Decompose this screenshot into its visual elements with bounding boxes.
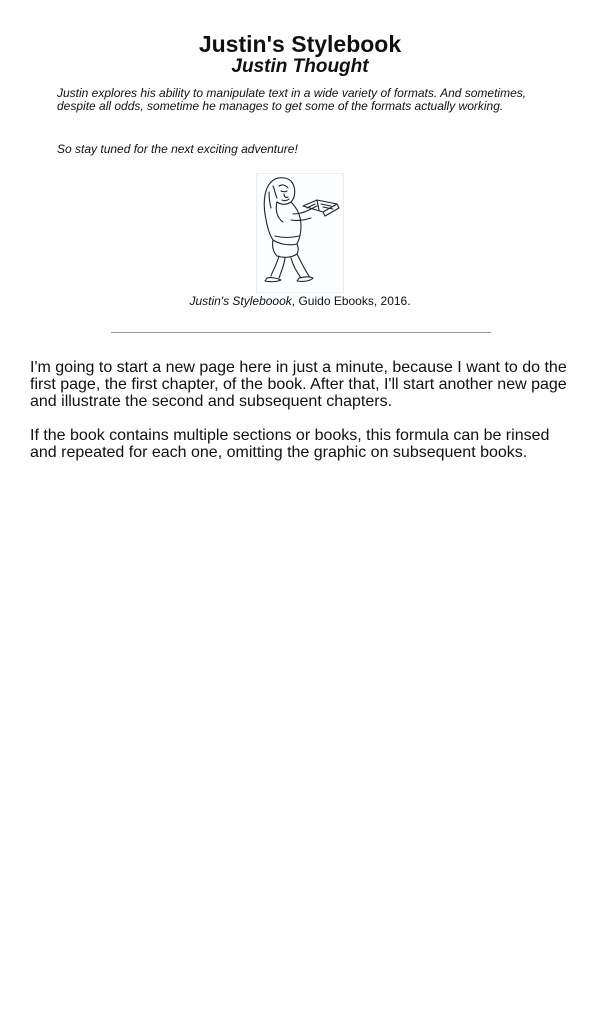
book-title: Justin's Stylebook — [198, 31, 402, 57]
intro-paragraph-2: So stay tuned for the next exciting adventure! — [57, 142, 298, 156]
book-author: Justin Thought — [231, 56, 369, 77]
intro-paragraph-1: Justin explores his ability to manipulate text in a wide variety of formats. And sometimes, despite all odds, sometime he manages to get some of the formats actually working. — [57, 86, 527, 113]
figure-caption — [0, 294, 600, 308]
hunchback-reading-book-illustration — [257, 174, 343, 292]
caption-book-title: Justin's Styleboook — [189, 294, 292, 308]
section-divider — [111, 332, 491, 333]
body-paragraph-2: If the book contains multiple sections or books, this formula can be rinsed and repeated for each one, omitting the graphic on subsequent books. — [30, 427, 550, 461]
caption-publisher: , Guido Ebooks, 2016. — [291, 294, 411, 308]
body-paragraph-1: I'm going to start a new page here in just a minute, because I want to do the first page, the first chapter, of the book. After that, I'll start another new page and illustrate the second and subsequent chapters. — [30, 359, 567, 410]
